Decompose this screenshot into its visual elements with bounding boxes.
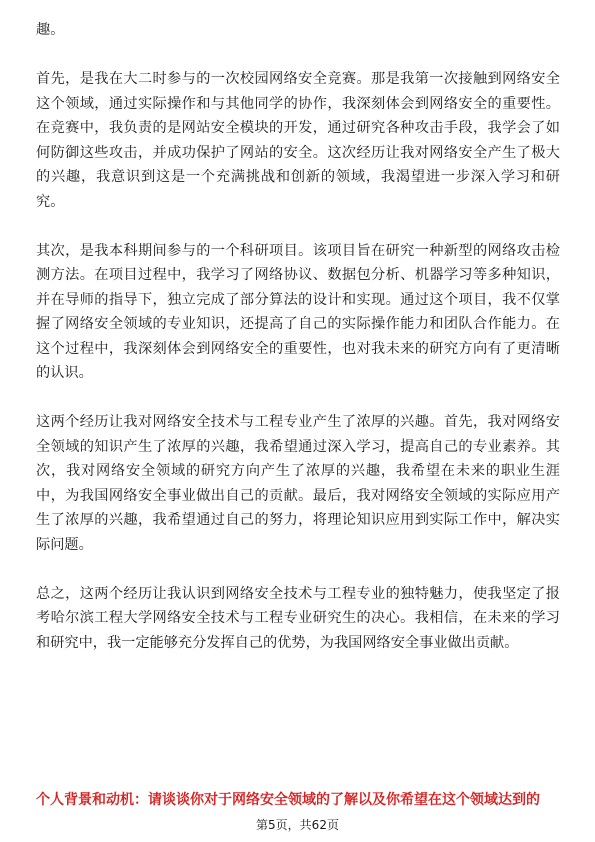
paragraph-conclusion: 总之，这两个经历让我认识到网络安全技术与工程专业的独特魅力，使我坚定了报考哈尔滨工程大学网络安全技术与工程专业研究生的决心。我相信，在未来的学习和研究中，我一定能够充分发挥自己的优势，为我国网络安全事业做出贡献。 (36, 585, 560, 651)
document-body (36, 18, 560, 655)
paragraph-interest: 这两个经历让我对网络安全技术与工程专业产生了浓厚的兴趣。首先，我对网络安全领域的知识产生了浓厚的兴趣，我希望通过深入学习，提高自己的专业素养。其次，我对网络安全领域的研究方向产生了浓厚的兴趣，我希望在未来的职业生涯中，为我国网络安全事业做出自己的贡献。最后，我对网络安全领域的实际应用产生了浓厚的兴趣，我希望通过自己的努力，将理论知识应用到实际工作中，解决实际问题。 (36, 414, 560, 553)
paragraph-research-project: 其次，是我本科期间参与的一个科研项目。该项目旨在研究一种新型的网络攻击检测方法。在项目过程中，我学习了网络协议、数据包分析、机器学习等多种知识，并在导师的指导下，独立完成了部分算法的设计和实现。通过这个项目，我不仅掌握了网络安全领域的专业知识，还提高了自己的实际操作能力和团队合作能力。在这个过程中，我深刻体会到网络安全的重要性，也对我未来的研究方向有了更清晰的认识。 (36, 242, 560, 381)
page-number: 第5页，共62页 (256, 818, 339, 832)
paragraph-continuation: 趣。 (36, 22, 65, 38)
question-heading: 个人背景和动机：请谈谈你对于网络安全领域的了解以及你希望在这个领域达到的 (36, 792, 540, 808)
paragraph-competition: 首先，是我在大二时参与的一次校园网络安全竞赛。那是我第一次接触到网络安全这个领域，通过实际操作和与其他同学的协作，我深刻体会到网络安全的重要性。在竞赛中，我负责的是网站安全模块的开发，通过研究各种攻击手段，我学会了如何防御这些攻击，并成功保护了网站的安全。这次经历让我对网络安全产生了极大的兴趣，我意识到这是一个充满挑战和创新的领域，我渴望进一步深入学习和研究。 (36, 71, 560, 210)
